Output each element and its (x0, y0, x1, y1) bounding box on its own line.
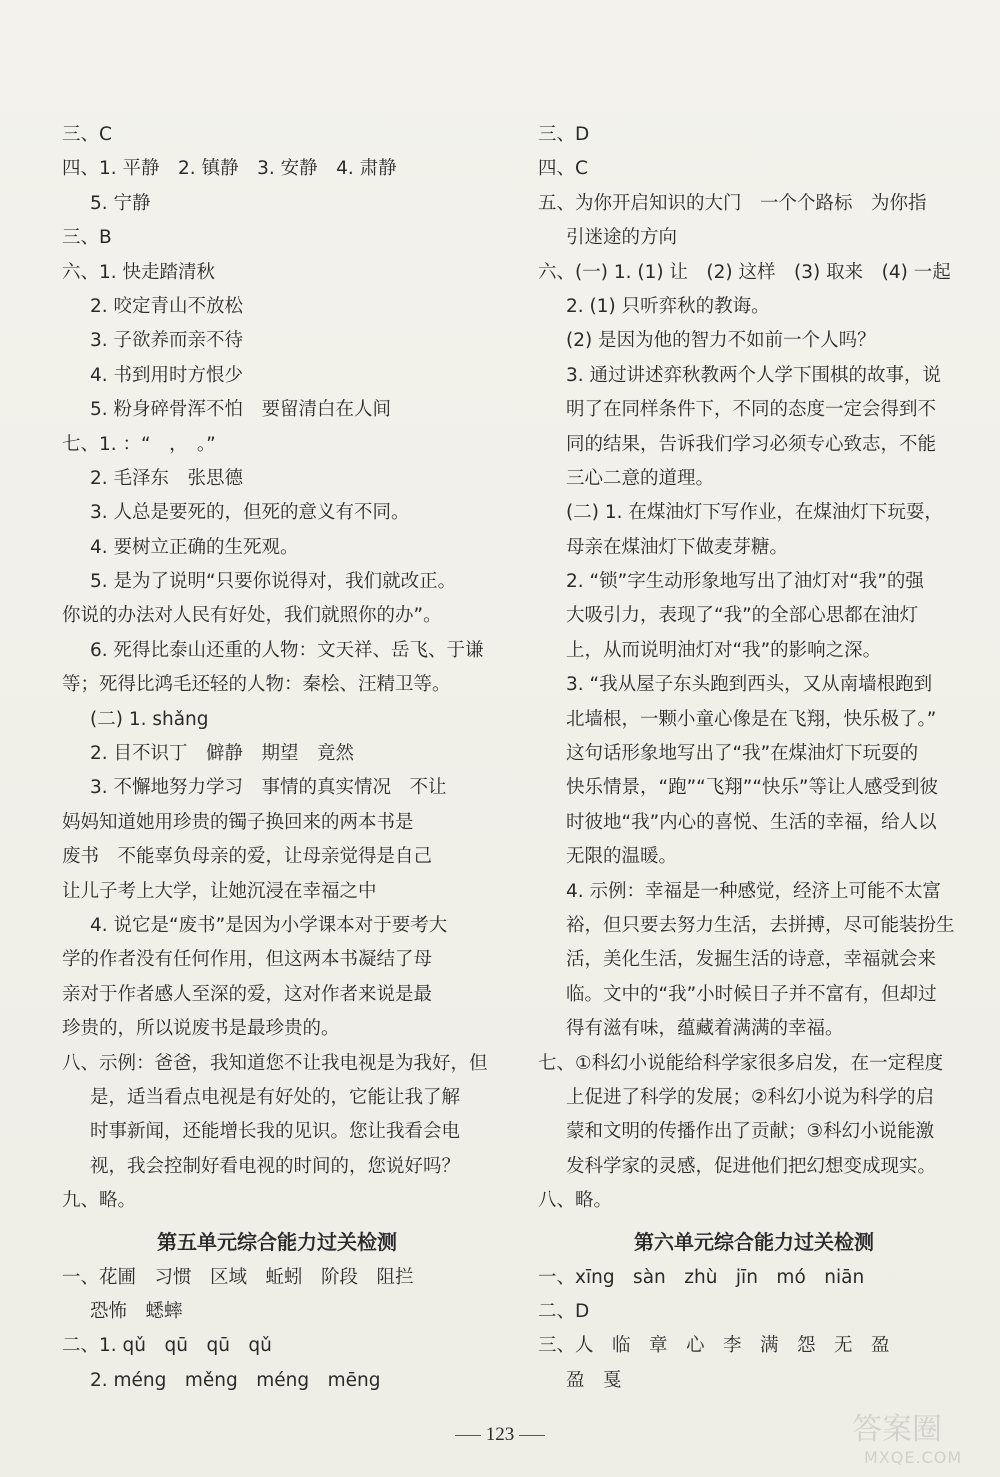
answer-line: 5. 是为了说明“只要你说得对，我们就改正。 (90, 571, 457, 593)
answer-line: 珍贵的，所以说废书是最珍贵的。 (62, 1018, 340, 1040)
answer-line: 是，适当看点电视是有好处的，它能让我了解 (90, 1086, 461, 1108)
watermark-text: 答案圈 (852, 1412, 942, 1447)
answer-line: 学的作者没有任何作用，但这两本书凝结了母 (62, 949, 433, 971)
answer-line: 2. “锁”字生动形象地写出了油灯对“我”的强 (566, 571, 924, 593)
answer-line: 三、人 临 章 心 李 满 怨 无 盈 (538, 1335, 890, 1357)
page-number-text: 123 (485, 1424, 515, 1445)
answer-line: 蒙和文明的传播作出了贡献；③科幻小说能激 (566, 1121, 935, 1143)
answer-line: 3. 通过讲述弈秋教两个人学下围棋的故事，说 (566, 364, 942, 386)
answer-line: 六、1. 快走踏清秋 (62, 261, 216, 283)
dash-right (519, 1435, 545, 1436)
answer-line: 北墙根，一颗小童心像是在飞翔，快乐极了。” (566, 708, 937, 730)
answer-line: 盈 戛 (566, 1369, 622, 1391)
answer-line: 二、1. qǔ qū qū qǔ (62, 1335, 272, 1357)
answer-line: 5. 粉身碎骨浑不怕 要留清白在人间 (90, 399, 392, 421)
answer-line: 恐怖 蟋蟀 (90, 1300, 183, 1322)
answer-line: 2. (1) 只听弈秋的教诲。 (566, 295, 770, 317)
answer-line: 你说的办法对人民有好处，我们就照你的办”。 (62, 605, 442, 627)
answer-line: 活，美化生活，发掘生活的诗意，幸福就会来 (566, 949, 937, 971)
answer-line: 一、xīng sàn zhù jīn mó niān (538, 1266, 865, 1288)
answer-line: 同的结果，告诉我们学习必须专心致志，不能 (566, 433, 937, 455)
answer-line: 母亲在煤油灯下做麦芽糖。 (566, 536, 789, 558)
answer-line: 3. 子欲养而亲不待 (90, 330, 244, 352)
watermark-subtext: MXQE.COM (864, 1448, 963, 1467)
answer-line: 5. 宁静 (90, 192, 151, 214)
answer-line: 3. 不懈地努力学习 事情的真实情况 不让 (90, 777, 447, 799)
answer-line: 2. 毛泽东 张思德 (90, 467, 244, 489)
left-column (62, 118, 492, 1398)
answer-line: 临。文中的“我”小时候日子并不富有，但却过 (566, 983, 937, 1005)
watermark-logo (846, 1405, 986, 1469)
answer-line: 4. 要树立正确的生死观。 (90, 536, 299, 558)
answer-line: 大吸引力，表现了“我”的全部心思都在油灯 (566, 605, 919, 627)
page-number (450, 1423, 550, 1447)
answer-line: 五、为你开启知识的大门 一个个路标 为你指 (538, 192, 927, 214)
answer-line: (二) 1. 在煤油灯下写作业，在煤油灯下玩耍， (566, 502, 943, 524)
answer-line: 2. 咬定青山不放松 (90, 295, 244, 317)
answer-line: 三、B (62, 227, 112, 249)
answer-line: 2. 目不识丁 僻静 期望 竟然 (90, 743, 355, 765)
answer-line: 无限的温暖。 (566, 846, 678, 868)
answer-line: 七、1. ：“ ， 。” (62, 433, 216, 455)
answer-line: 引迷途的方向 (566, 227, 678, 249)
right-column (538, 118, 970, 1398)
answer-line: 2. méng měng méng mēng (90, 1369, 381, 1391)
answer-line: 时事新闻，还能增长我的见识。您让我看会电 (90, 1121, 461, 1143)
answer-line: 这句话形象地写出了“我”在煤油灯下玩耍的 (566, 743, 919, 765)
answer-line: 七、①科幻小说能给科学家很多启发，在一定程度 (538, 1052, 944, 1074)
answer-line: 让儿子考上大学，让她沉浸在幸福之中 (62, 880, 377, 902)
dash-left (455, 1435, 481, 1436)
answer-line: 3. 人总是要死的，但死的意义有不同。 (90, 502, 410, 524)
answer-line: 快乐情景，“跑”“飞翔”“快乐”等让人感受到彼 (566, 777, 939, 799)
answer-line: 三、D (538, 124, 590, 145)
answer-line: (二) 1. shǎng (90, 708, 209, 730)
section-heading: 第六单元综合能力过关检测 (634, 1229, 874, 1254)
answer-line: 妈妈知道她用珍贵的镯子换回来的两本书是 (62, 811, 414, 833)
answer-line: 4. 书到用时方恨少 (90, 364, 244, 386)
section-heading: 第五单元综合能力过关检测 (157, 1229, 397, 1254)
answer-line: 四、C (538, 158, 588, 180)
answer-line: 八、略。 (538, 1190, 613, 1212)
answer-line: 裕，但只要去努力生活，去拼搏，尽可能装扮生 (566, 914, 955, 936)
answer-line: 三心二意的道理。 (566, 467, 715, 489)
answer-line: 亲对于作者感人至深的爱，这对作者来说是最 (62, 983, 433, 1005)
answer-line: 六、(一) 1. (1) 让 (2) 这样 (3) 取来 (4) 一起 (538, 261, 951, 283)
answer-line: 废书 不能辜负母亲的爱，让母亲觉得是自己 (62, 846, 433, 868)
answer-line: 八、示例：爸爸，我知道您不让我电视是为我好，但 (62, 1052, 488, 1074)
answer-line: 4. 示例：幸福是一种感觉，经济上可能不太富 (566, 880, 942, 902)
answer-line: 二、D (538, 1300, 590, 1322)
answer-line: 上促进了科学的发展；②科幻小说为科学的启 (566, 1086, 935, 1108)
answer-line: 时彼地“我”内心的喜悦、生活的幸福，给人以 (566, 811, 937, 833)
answer-line: 3. “我从屋子东头跑到西头，又从南墙根跑到 (566, 674, 933, 696)
answer-line: 等；死得比鸿毛还轻的人物：秦桧、汪精卫等。 (62, 674, 451, 696)
answer-line: 一、花圃 习惯 区域 蚯蚓 阶段 阻拦 (62, 1266, 414, 1288)
answer-line: 4. 说它是“废书”是因为小学课本对于要考大 (90, 914, 448, 936)
answer-line: 三、C (62, 124, 112, 145)
answer-line: 明了在同样条件下，不同的态度一定会得到不 (566, 399, 937, 421)
answer-line: 6. 死得比泰山还重的人物：文天祥、岳飞、于谦 (90, 639, 484, 661)
answer-line: 视，我会控制好看电视的时间的，您说好吗？ (90, 1155, 461, 1177)
answer-line: 上，从而说明油灯对“我”的影响之深。 (566, 639, 882, 661)
answer-line: 得有滋有味，蕴藏着满满的幸福。 (566, 1018, 844, 1040)
answer-line: 九、略。 (62, 1190, 137, 1212)
answer-line: (2) 是因为他的智力不如前一个人吗？ (566, 330, 876, 352)
answer-line: 发科学家的灵感，促进他们把幻想变成现实。 (566, 1155, 937, 1177)
answer-line: 四、1. 平静 2. 镇静 3. 安静 4. 肃静 (62, 158, 397, 180)
